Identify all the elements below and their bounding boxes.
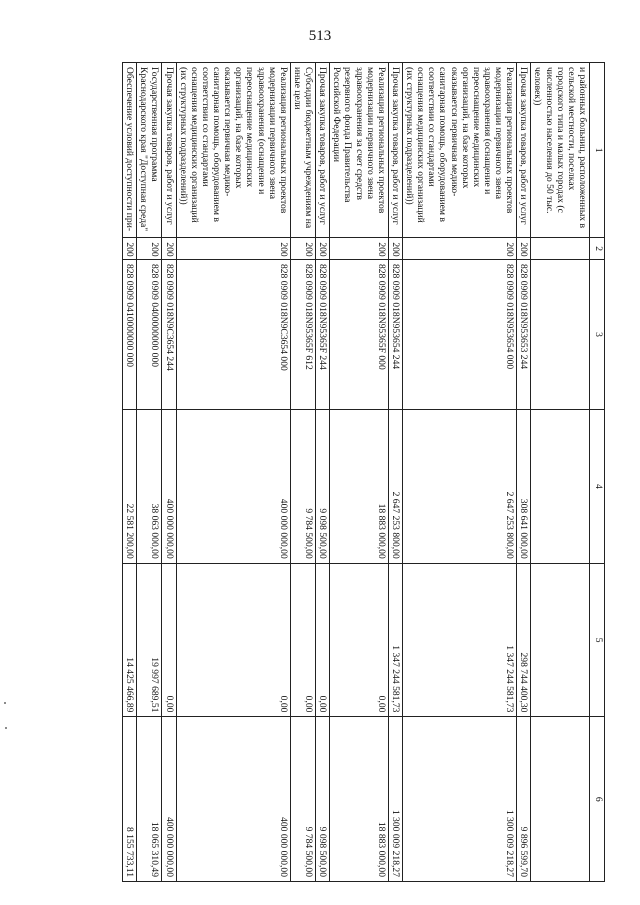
row-kcsr: 828 0909 018N9C3654 000 [176,259,290,409]
row-kcsr: 828 0909 018N953653 244 [517,259,531,409]
row-value-4: 400 000 000,00 [162,410,176,564]
row-value-4: 2 647 253 800,00 [388,410,402,564]
header-col-5: 5 [590,563,605,717]
row-name: Обеспечение условий доступности при- [123,63,137,238]
row-code: 200 [176,238,290,260]
row-value-4: 308 641 000,00 [517,410,531,564]
row-name: и районных больниц, расположенных в сельской местности, поселках городского типа и малых городах (с численностью населения до 50 тыс. человек)) [531,63,590,238]
row-code: 200 [403,238,517,260]
row-value-6: 8 155 733,11 [123,717,137,882]
row-kcsr: 828 0909 0400000000 000 [137,259,162,409]
row-name: Реализация региональных проектов модернизации первичного звена здравоохранения (оснащение и переоснащение медицинских организаций, на базе которых оказывается первичная медико-санитарная помощь, оборудованием в соответствии со стандартами оснащения медицинских организаций (их структурных подразделений)) [403,63,517,238]
table-row [176,63,290,882]
header-col-6: 6 [590,717,605,882]
table-row [403,63,517,882]
row-code: 200 [290,238,315,260]
row-value-4: 22 581 200,00 [123,410,137,564]
row-value-4: 9 098 500,00 [316,410,330,564]
row-value-6: 1 300 009 218,27 [388,717,402,882]
scan-speck [4,702,6,704]
row-name: Субсидии бюджетным учреждениям на иные цели [290,63,315,238]
row-value-4: 18 883 000,00 [330,410,389,564]
rotated-table-container [95,62,605,882]
row-value-6 [531,717,590,882]
row-name: Прочая закупка товаров, работ и услуг [316,63,330,238]
row-value-4: 9 784 500,00 [290,410,315,564]
row-value-5: 14 425 466,89 [123,563,137,717]
row-kcsr [531,259,590,409]
row-value-5: 0,00 [162,563,176,717]
row-value-6: 400 000 000,00 [176,717,290,882]
row-name: Реализация региональных проектов модернизации первичного звена здравоохранения за счет средств резервного фонда Правительства Российской Федерации [330,63,389,238]
row-kcsr: 828 0909 0410000000 000 [123,259,137,409]
budget-table [122,62,605,882]
table-row [330,63,389,882]
row-code: 200 [388,238,402,260]
row-code: 200 [330,238,389,260]
row-value-5: 298 744 400,30 [517,563,531,717]
row-code: 200 [123,238,137,260]
row-value-5: 1 347 244 581,73 [388,563,402,717]
row-value-6: 18 065 310,49 [137,717,162,882]
row-value-5: 0,00 [316,563,330,717]
table-row [388,63,402,882]
header-col-2: 2 [590,238,605,260]
header-col-3: 3 [590,259,605,409]
row-value-6: 1 300 009 218,27 [403,717,517,882]
page-number: 513 [308,28,332,44]
row-value-5: 0,00 [330,563,389,717]
row-code: 200 [162,238,176,260]
row-value-4: 2 647 253 800,00 [403,410,517,564]
table-row [531,63,590,882]
row-value-6: 9 784 500,00 [290,717,315,882]
row-kcsr: 828 0909 018N95365F 244 [316,259,330,409]
table-row [123,63,137,882]
row-name: Прочая закупка товаров, работ и услуг [388,63,402,238]
table-row [137,63,162,882]
table-row [517,63,531,882]
row-code: 200 [316,238,330,260]
scan-speck [5,727,7,729]
row-code: 200 [137,238,162,260]
row-value-5: 0,00 [290,563,315,717]
row-name: Прочая закупка товаров, работ и услуг [517,63,531,238]
row-value-4 [531,410,590,564]
row-kcsr: 828 0909 018N9C3654 244 [162,259,176,409]
row-code [531,238,590,260]
row-value-4: 38 063 000,00 [137,410,162,564]
row-kcsr: 828 0909 018N95365F 000 [330,259,389,409]
table-row [162,63,176,882]
header-row [590,63,605,882]
row-value-5: 19 997 689,51 [137,563,162,717]
table-row [290,63,315,882]
table-row [316,63,330,882]
row-value-6: 400 000 000,00 [162,717,176,882]
row-value-6: 18 883 000,00 [330,717,389,882]
row-name: Реализация региональных проектов модернизации первичного звена здравоохранения (оснащение и переоснащение медицинских организаций, на базе которых оказывается первичная медико-санитарная помощь, оборудованием в соответствии со стандартами оснащения медицинских организаций (их структурных подразделений)) [176,63,290,238]
header-col-1: 1 [590,63,605,238]
row-value-6: 9 098 500,00 [316,717,330,882]
row-kcsr: 828 0909 018N953654 000 [403,259,517,409]
row-name: Государственная программа Краснодарского края "Доступная среда" [137,63,162,238]
row-value-6: 9 896 599,70 [517,717,531,882]
row-name: Прочая закупка товаров, работ и услуг [162,63,176,238]
row-code: 200 [517,238,531,260]
header-col-4: 4 [590,410,605,564]
row-value-5: 1 347 244 581,73 [403,563,517,717]
row-value-4: 400 000 000,00 [176,410,290,564]
row-kcsr: 828 0909 018N953654 244 [388,259,402,409]
row-value-5: 0,00 [176,563,290,717]
row-kcsr: 828 0909 018N95365F 612 [290,259,315,409]
row-value-5 [531,563,590,717]
